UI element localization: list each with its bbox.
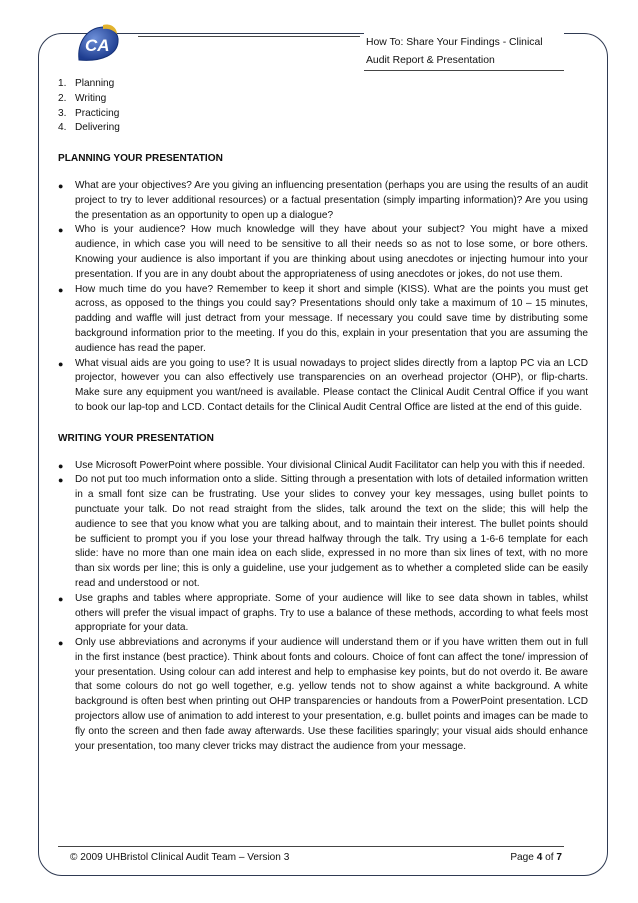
bullet-text: What are your objectives? Are you giving an influencing presentation (perhaps you are using the results of an audit project to try to lever additional resources) or a factual presentation (simply imparting information)? Are you using the presentation as an opportunity to open up a dialogue? bbox=[75, 179, 588, 221]
clinical-audit-logo-icon bbox=[73, 20, 121, 68]
document-header bbox=[366, 34, 566, 70]
header-line-2: Audit Report & Presentation bbox=[366, 55, 495, 66]
step-label: Planning bbox=[75, 78, 115, 89]
list-item bbox=[58, 473, 588, 591]
page-indicator bbox=[510, 852, 562, 863]
list-item bbox=[58, 223, 588, 282]
bullet-icon: ● bbox=[58, 460, 64, 471]
copyright-text: © 2009 UHBristol Clinical Audit Team – Version 3 bbox=[70, 852, 290, 863]
list-item bbox=[58, 77, 588, 92]
section-heading: WRITING YOUR PRESENTATION bbox=[58, 432, 214, 444]
list-item bbox=[58, 121, 588, 136]
bullet-list bbox=[58, 179, 588, 416]
step-number: 2. bbox=[58, 92, 67, 104]
bullet-text: Use Microsoft PowerPoint where possible. Your divisional Clinical Audit Facilitator can help you with this if needed. bbox=[75, 459, 585, 471]
page-label: Page bbox=[510, 852, 534, 863]
bullet-text: What visual aids are you going to use? It is usual nowadays to project slides directly from a laptop PC via an LCD projector, however you can also effectively use transparencies on an overhead projector (OHP), or flip-charts. Make sure any equipment you want/need is available. Please contact the Clinical Audit Central Office if you want to book our lap-top and LCD. Contact details for the Clinical Audit Central Office are listed at the end of this guide. bbox=[75, 357, 588, 413]
page-number: 4 bbox=[536, 852, 543, 863]
bullet-icon: ● bbox=[58, 475, 64, 486]
bullet-list bbox=[58, 459, 588, 755]
step-label: Writing bbox=[75, 92, 107, 104]
bullet-icon: ● bbox=[58, 180, 64, 191]
bullet-icon: ● bbox=[58, 638, 64, 649]
bullet-icon: ● bbox=[58, 358, 64, 369]
list-item bbox=[58, 107, 588, 122]
list-item bbox=[58, 283, 588, 357]
list-item bbox=[58, 92, 588, 107]
step-number: 4. bbox=[58, 122, 67, 134]
document-footer bbox=[58, 852, 562, 863]
logo-text: CA bbox=[85, 36, 110, 55]
step-label: Delivering bbox=[75, 122, 120, 134]
bullet-text: Do not put too much information onto a slide. Sitting through a presentation with lots of detailed information written in a small font size can be frustrating. Use your slides to convey your key messages, using bullet points to punctuate your talk. Do not read straight from the slides, talk around the text on the slide; this will help the audience to see that you know what you are talking about, and to maintain their interest. The bullet points should be sufficient to prompt you if you lose your thread halfway through the talk. Try using a 1-6-6 template for each slide: have no more than one main idea on each slide, expressed in no more than six lines of text, with no more than six words per line; this is only a guideline, use your judgement as to whether a completed slide can be easily read and understood or not. bbox=[75, 474, 588, 589]
step-number: 3. bbox=[58, 107, 67, 119]
list-item bbox=[58, 636, 588, 754]
bullet-icon: ● bbox=[58, 225, 64, 236]
page-total: 7 bbox=[556, 852, 562, 863]
list-item bbox=[58, 179, 588, 223]
bullet-icon: ● bbox=[58, 284, 64, 295]
page-content bbox=[58, 77, 588, 754]
of-label: of bbox=[545, 852, 554, 863]
list-item bbox=[58, 592, 588, 636]
header-line-1: How To: Share Your Findings - Clinical bbox=[366, 37, 543, 48]
steps-list bbox=[58, 77, 588, 136]
header-underline bbox=[364, 70, 564, 71]
bullet-text: Who is your audience? How much knowledge will they have about your subject? You might have a mixed audience, in which case you will need to be sensitive to all their needs so as not to lose some, or bore others. Knowing your audience is also important if you are thinking about using anecdotes or injecting humour into your presentation. If you are in any doubt about the appropriateness of using anecdotes or jokes, do not use them. bbox=[75, 224, 588, 280]
header-rule bbox=[138, 36, 360, 37]
list-item bbox=[58, 459, 588, 474]
step-label: Practicing bbox=[75, 107, 120, 119]
step-number: 1. bbox=[58, 78, 67, 89]
bullet-text: How much time do you have? Remember to keep it short and simple (KISS). What are the points you must get across, as opposed to the things you could say? Presentations should only take a maximum of 10 – 15 minutes, padding and waffle will just detract from your message. If necessary you could save time by distributing some background information prior to the meeting. If you do this, explain in your presentation that you are assuming the audience has read the paper. bbox=[75, 283, 588, 354]
bullet-icon: ● bbox=[58, 593, 64, 604]
bullet-text: Only use abbreviations and acronyms if your audience will understand them or if you have written them out in full in the first instance (best practice). Think about fonts and colours. Choice of font can affect the tone/ impression of your presentation. Using colour can add interest and help to emphasise key points, but do not overdo it. Be aware that some colours do not go well together, e.g. yellow tends not to show against a white background. A white background is often best when printing out OHP transparencies or handouts from a PowerPoint presentation. LCD projectors allow use of animation to add interest to your presentation, e.g. bullet points and images can be made to fly onto the screen and then fade away afterwards. Use these facilities sparingly; your visual aids should enhance your presentation, too many clever tricks may distract the audience from your message. bbox=[75, 637, 588, 752]
bullet-text: Use graphs and tables where appropriate. Some of your audience will like to see data shown in tables, whilst others will prefer the visual impact of graphs. Try to use a balance of these methods, according to what feels most appropriate for your data. bbox=[75, 592, 588, 634]
section-heading: PLANNING YOUR PRESENTATION bbox=[58, 153, 223, 165]
list-item bbox=[58, 357, 588, 416]
footer-rule bbox=[58, 846, 564, 847]
